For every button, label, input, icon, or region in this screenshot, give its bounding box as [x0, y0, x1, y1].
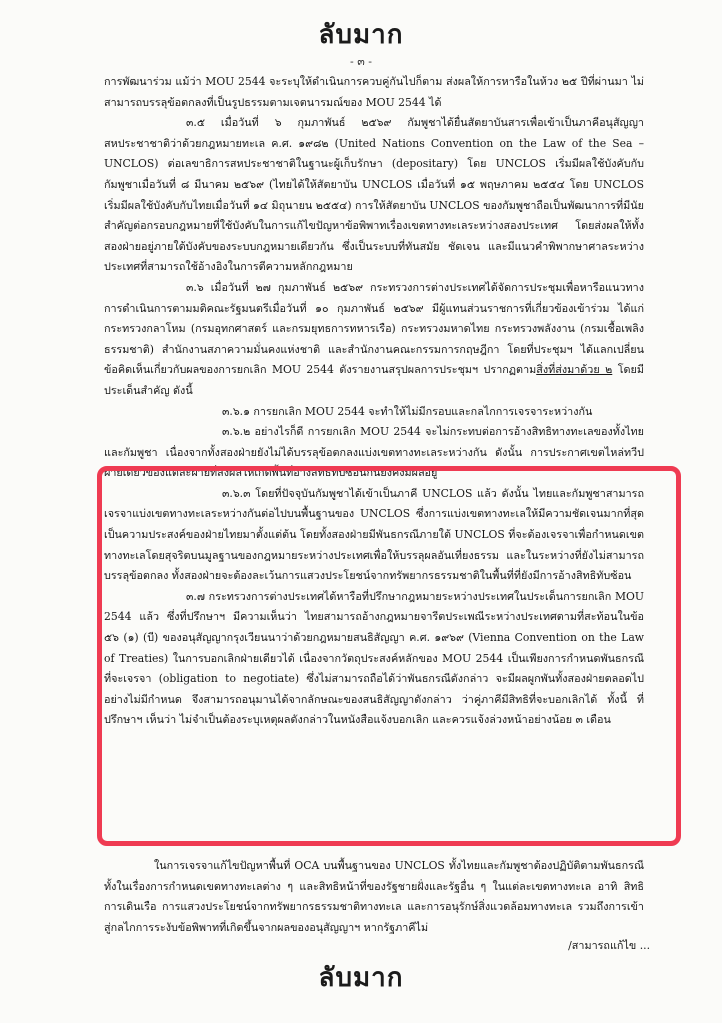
paragraph-3-6-text: ๓.๖ เมื่อวันที่ ๒๗ กุมภาพันธ์ ๒๕๖๙ กระทรวงการต่างประเทศได้จัดการประชุมเพื่อหารือแนวทางการดำเนินการตามมติคณะรัฐมนตรีเมื่อวันที่ ๑๐ กุมภาพันธ์ ๒๕๖๙ มีผู้แทนส่วนราชการที่เกี่ยวข้องเข้าร่วม ได้แก่ กระทรวงกลาโหม (กรมอุทกศาสตร์ และกรมยุทธการทหารเรือ) กระทรวงมหาดไทย กระทรวงพลังงาน (กรมเชื้อเพลิงธรรมชาติ) สำนักงานสภาความมั่นคงแห่งชาติ และสำนักงานคณะกรรมการกฤษฎีกา โดยที่ประชุมฯ ได้แลกเปลี่ยนข้อคิดเห็นเกี่ยวกับผลของการยกเลิก MOU 2544 ดังรายงานสรุปผลการประชุมฯ ปรากฏตาม — [104, 280, 644, 377]
continuation-marker: /สามารถแก้ไข ... — [568, 939, 650, 952]
classification-stamp-bottom: ลับมาก — [318, 963, 404, 993]
paragraph-3-6-2: ๓.๖.๒ อย่างไรก็ดี การยกเลิก MOU 2544 จะไม่กระทบต่อการอ้างสิทธิทางทะเลของทั้งไทยและกัมพูชา เนื่องจากทั้งสองฝ่ายยังไม่ได้บรรลุข้อตกลงแบ่งเขตทางทะเลระหว่างกัน ดังนั้น การประกาศเขตไหล่ทวีปฝ่ายเดียวของแต่ละฝ่ายที่ส่งผลให้เกิดพื้นที่อ้างสิทธิทับซ้อนกันยังคงมีผลอยู่ — [104, 425, 644, 480]
paragraph-oca: ในการเจรจาแก้ไขปัญหาพื้นที่ OCA บนพื้นฐานของ UNCLOS ทั้งไทยและกัมพูชาต้องปฏิบัติตามพันธกรณีทั้งในเรื่องการกำหนดเขตทางทะเลต่าง ๆ และสิทธิหน้าที่ของรัฐชายฝั่งและรัฐอื่น ๆ ในแต่ละเขตทางทะเล อาทิ สิทธิการเดินเรือ การแสวงประโยชน์จากทรัพยากรธรรมชาติทางทะเล และการอนุรักษ์สิ่งแวดล้อมทางทะเล รวมถึงการเข้าสู่กลไกการระงับข้อพิพาทที่เกิดขึ้นจากผลของอนุสัญญาฯ หากรัฐภาคีไม่ — [104, 859, 644, 934]
paragraph: การพัฒนาร่วม แม้ว่า MOU 2544 จะระบุให้ดำเนินการควบคู่กันไปก็ตาม ส่งผลให้การหารือในห้วง ๒๕ ปีที่ผ่านมา ไม่สามารถบรรลุข้อตกลงที่เป็นรูปธรรมตามเจตนารมณ์ของ MOU 2544 ได้ — [104, 75, 644, 109]
document-body — [104, 72, 644, 731]
attachment-reference: สิ่งที่ส่งมาด้วย ๒ — [536, 363, 613, 377]
document-body-continued — [104, 856, 644, 938]
page-number: - ๓ - — [350, 55, 372, 68]
classification-stamp-top: ลับมาก — [318, 20, 404, 50]
paragraph-3-6-3: ๓.๖.๓ โดยที่ปัจจุบันกัมพูชาได้เข้าเป็นภาคี UNCLOS แล้ว ดังนั้น ไทยและกัมพูชาสามารถเจรจาแบ่งเขตทางทะเลระหว่างกันต่อไปบนพื้นฐานของ UNCLOS ซึ่งการแบ่งเขตทางทะเลให้มีความชัดเจนมากที่สุดเป็นความประสงค์ของฝ่ายไทยมาตั้งแต่ต้น โดยทั้งสองฝ่ายมีพันธกรณีภายใต้ UNCLOS ที่จะต้องเจรจาเพื่อกำหนดเขตทางทะเลโดยสุจริตบนมูลฐานของกฎหมายระหว่างประเทศเพื่อให้บรรลุผลอันเที่ยงธรรม และในระหว่างที่ยังไม่สามารถบรรลุข้อตกลง ทั้งสองฝ่ายจะต้องละเว้นการแสวงประโยชน์จากทรัพยากรธรรมชาติในพื้นที่ที่ยังมีการอ้างสิทธิทับซ้อน — [104, 486, 644, 583]
paragraph-3-6-1: ๓.๖.๑ การยกเลิก MOU 2544 จะทำให้ไม่มีกรอบและกลไกการเจรจาระหว่างกัน — [222, 404, 593, 418]
paragraph-3-7: ๓.๗ กระทรวงการต่างประเทศได้หารือที่ปรึกษากฎหมายระหว่างประเทศในประเด็นการยกเลิก MOU 2544 แล้ว ซึ่งที่ปรึกษาฯ มีความเห็นว่า ไทยสามารถอ้างกฎหมายจารีตประเพณีระหว่างประเทศตามที่สะท้อนในข้อ ๕๖ (๑) (บี) ของอนุสัญญากรุงเวียนนาว่าด้วยกฎหมายสนธิสัญญา ค.ศ. ๑๙๖๙ (Vienna Convention on the Law of Treaties) ในการบอกเลิกฝ่ายเดียวได้ เนื่องจากวัตถุประสงค์หลักของ MOU 2544 เป็นเพียงการกำหนดพันธกรณีที่จะเจรจา (obligation to negotiate) ซึ่งไม่สามารถถือได้ว่าพันธกรณีดังกล่าว จะมีผลผูกพันทั้งสองฝ่ายตลอดไปอย่างไม่มีกำหนด จึงสามารถอนุมานได้จากลักษณะของสนธิสัญญาดังกล่าว ว่าคู่ภาคีมีสิทธิที่จะบอกเลิกได้ ทั้งนี้ ที่ปรึกษาฯ เห็นว่า ไม่จำเป็นต้องระบุเหตุผลดังกล่าวในหนังสือแจ้งบอกเลิก และควรแจ้งล่วงหน้าอย่างน้อย ๓ เดือน — [104, 589, 644, 727]
paragraph-3-5: ๓.๕ เมื่อวันที่ ๖ กุมภาพันธ์ ๒๕๖๙ กัมพูชาได้ยื่นสัตยาบันสารเพื่อเข้าเป็นภาคีอนุสัญญาสหประชาชาติว่าด้วยกฎหมายทะเล ค.ศ. ๑๙๘๒ (United Nations Convention on the Law of the Sea – UNCLOS) ต่อเลขาธิการสหประชาชาติในฐานะผู้เก็บรักษา (depositary) โดย UNCLOS เริ่มมีผลใช้บังคับกับกัมพูชาเมื่อวันที่ ๘ มีนาคม ๒๕๖๙ (ไทยได้ให้สัตยาบัน UNCLOS เมื่อวันที่ ๑๕ พฤษภาคม ๒๕๕๔ โดย UNCLOS เริ่มมีผลใช้บังคับกับไทยเมื่อวันที่ ๑๔ มิถุนายน ๒๕๕๔) การให้สัตยาบัน UNCLOS ของกัมพูชาถือเป็นพัฒนาการที่มีนัยสำคัญต่อกรอบกฎหมายที่ใช้บังคับในการแก้ไขปัญหาข้อพิพาทเรื่องเขตทางทะเลระหว่างสองประเทศ โดยส่งผลให้ทั้งสองฝ่ายอยู่ภายใต้บังคับของระบบกฎหมายเดียวกัน ซึ่งเป็นระบบที่ทันสมัย ชัดเจน และมีแนวคำพิพากษาศาลระหว่างประเทศที่สามารถใช้อ้างอิงในการตีความหลักกฎหมาย — [104, 116, 644, 274]
paragraph-3-6-tail: โดยมีประเด็นสำคัญ ดังนี้ — [104, 363, 645, 397]
paragraph-3-6 — [104, 278, 644, 402]
